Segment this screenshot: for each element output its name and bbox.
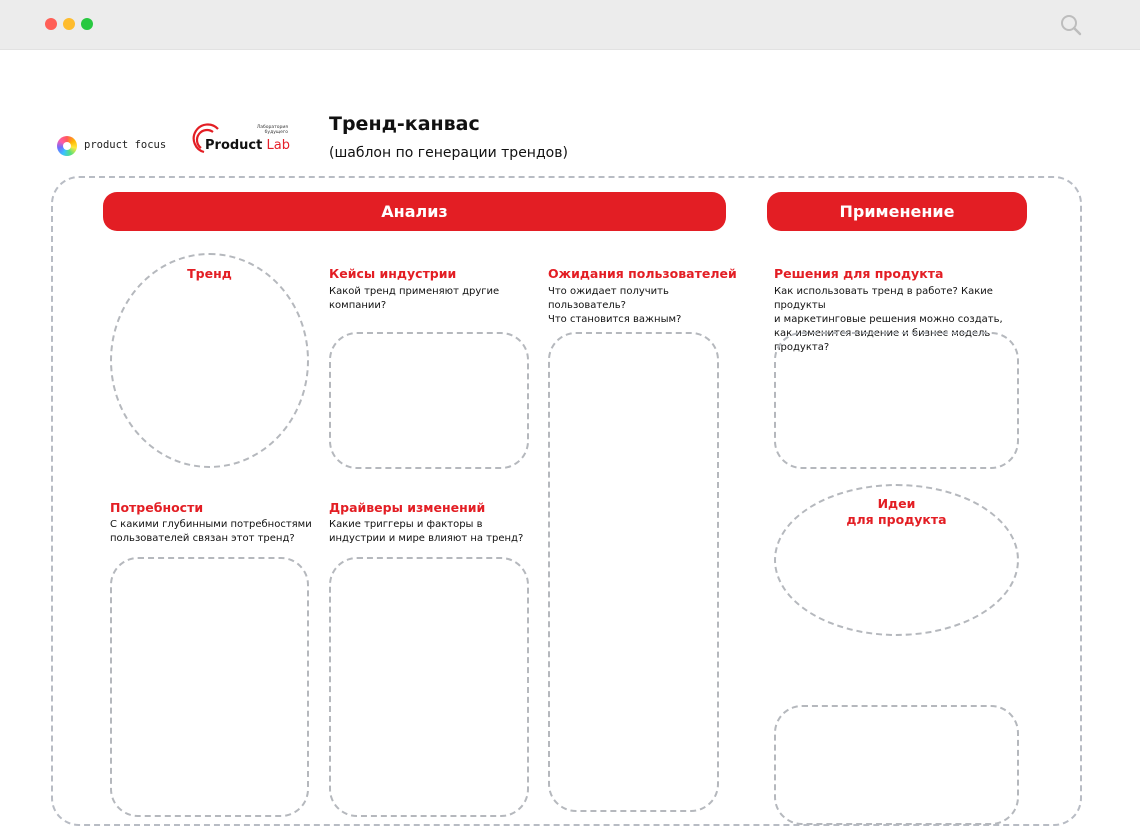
product-ideas-heading: Идеи для продукта bbox=[846, 496, 947, 527]
change-drivers-description: Какие триггеры и факторы в индустрии и мире влияют на тренд? bbox=[329, 519, 524, 544]
product-lab-tagline: Лаборатория будущего bbox=[256, 125, 288, 135]
user-expectations-heading: Ожидания пользователей bbox=[548, 266, 737, 281]
industry-cases-description: Какой тренд применяют другие компании? bbox=[329, 286, 500, 311]
needs-heading: Потребности bbox=[110, 500, 204, 515]
product-lab-logo bbox=[188, 121, 292, 157]
product-lab-wordmark-light: Lab bbox=[266, 138, 290, 153]
minimize-window-button[interactable] bbox=[63, 18, 75, 30]
page-title: Тренд-канвас bbox=[329, 113, 480, 135]
product-solutions-heading: Решения для продукта bbox=[774, 266, 944, 281]
trend-input-area[interactable] bbox=[110, 253, 309, 468]
product-solutions-input-area[interactable] bbox=[774, 332, 1019, 469]
search-icon[interactable] bbox=[1059, 13, 1083, 37]
close-window-button[interactable] bbox=[45, 18, 57, 30]
user-expectations-description: Что ожидает получить пользователь? Что становится важным? bbox=[548, 286, 682, 325]
analysis-section-header: Анализ bbox=[103, 192, 726, 231]
trend-heading: Тренд bbox=[187, 266, 232, 281]
industry-cases-input-area[interactable] bbox=[329, 332, 529, 469]
industry-cases-heading: Кейсы индустрии bbox=[329, 266, 457, 281]
product-focus-logo-icon bbox=[57, 136, 77, 156]
needs-input-area[interactable] bbox=[110, 557, 309, 817]
product-focus-logo bbox=[57, 135, 167, 157]
product-solutions-description: Как использовать тренд в работе? Какие продукты и маркетинговые решения можно создать, как изменится видение и бизнес модель продукта? bbox=[774, 286, 1003, 353]
page-subtitle: (шаблон по генерации трендов) bbox=[329, 145, 568, 161]
product-lab-wordmark bbox=[205, 138, 290, 153]
change-drivers-heading: Драйверы изменений bbox=[329, 500, 486, 515]
change-drivers-input-area[interactable] bbox=[329, 557, 529, 817]
window-titlebar bbox=[0, 0, 1140, 50]
product-lab-wordmark-bold: Product bbox=[205, 138, 263, 153]
needs-description: С какими глубинными потребностями пользователей связан этот тренд? bbox=[110, 519, 312, 544]
product-focus-logo-text: product focus bbox=[84, 139, 167, 151]
zoom-window-button[interactable] bbox=[81, 18, 93, 30]
extra-input-area[interactable] bbox=[774, 705, 1019, 825]
user-expectations-input-area[interactable] bbox=[548, 332, 719, 812]
application-section-header: Применение bbox=[767, 192, 1027, 231]
